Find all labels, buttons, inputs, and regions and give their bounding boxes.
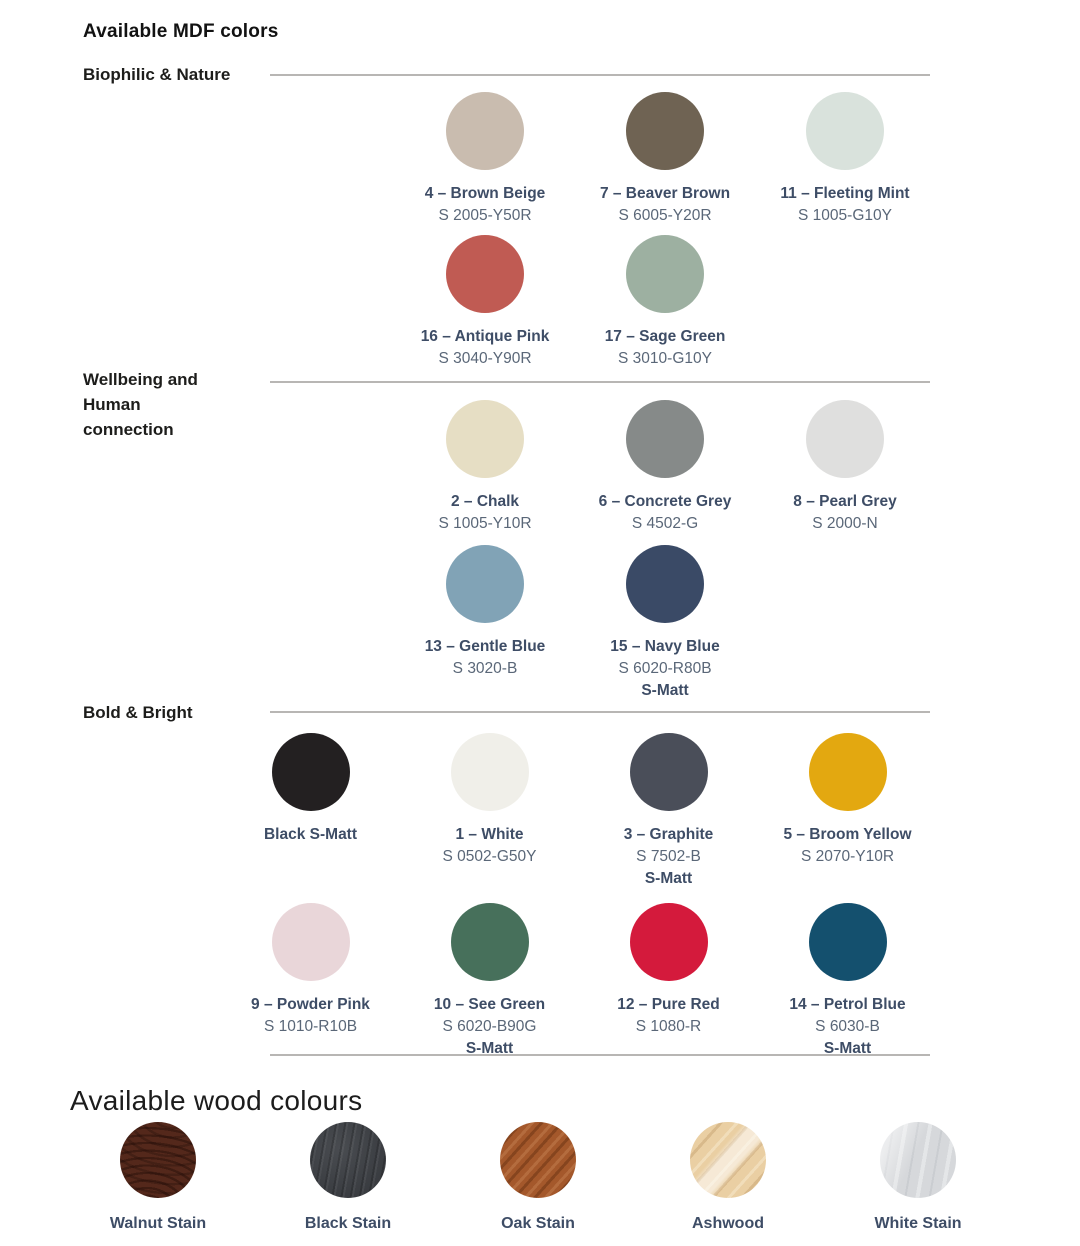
swatch-name: 16 – Antique Pink: [420, 328, 550, 345]
swatch-name: 5 – Broom Yellow: [783, 826, 912, 843]
swatch-name: 3 – Graphite: [623, 826, 714, 843]
swatch-name: 2 – Chalk: [450, 493, 520, 510]
swatch-name: 17 – Sage Green: [604, 328, 726, 345]
wood-swatch-circle: [310, 1122, 386, 1198]
wood-swatch: [443, 1122, 633, 1234]
swatch-name: 12 – Pure Red: [617, 996, 720, 1013]
swatch-circle: [630, 733, 708, 811]
color-swatch: [579, 903, 758, 1060]
section-heading-wellbeing: Wellbeing and Human connection: [83, 370, 198, 439]
wood-swatch-circle: [120, 1122, 196, 1198]
wood-swatch-name: Oak Stain: [501, 1215, 575, 1232]
wood-swatch-name: Walnut Stain: [109, 1215, 207, 1232]
wood-swatch-circle: [690, 1122, 766, 1198]
swatch-code: S 6030-B: [815, 1018, 880, 1035]
swatch-finish: S-Matt: [465, 1040, 514, 1057]
swatch-row: [395, 545, 755, 702]
swatch-circle: [626, 235, 704, 313]
color-swatch: [395, 400, 575, 535]
swatch-code: S 3040-Y90R: [438, 350, 532, 367]
swatch-circle: [272, 733, 350, 811]
swatch-circle: [446, 92, 524, 170]
wood-swatch: [633, 1122, 823, 1234]
swatch-code: S 2070-Y10R: [800, 848, 895, 865]
swatch-code: S 3020-B: [452, 660, 518, 677]
swatch-circle: [446, 235, 524, 313]
swatch-code: S 3010-G10Y: [618, 350, 712, 367]
swatch-code: S 2005-Y50R: [438, 207, 532, 224]
color-swatch: [755, 92, 935, 227]
swatch-name: 7 – Beaver Brown: [599, 185, 731, 202]
swatch-row: [221, 733, 937, 890]
swatch-name: 8 – Pearl Grey: [793, 493, 897, 510]
swatch-circle: [806, 92, 884, 170]
swatch-row: [395, 235, 755, 370]
wood-swatch-name: Ashwood: [692, 1215, 764, 1232]
divider-line: [270, 74, 930, 76]
swatch-row: [221, 903, 937, 1060]
swatch-circle: [806, 400, 884, 478]
swatch-row: [395, 92, 935, 227]
swatch-circle: [451, 733, 529, 811]
divider-line: [270, 711, 930, 713]
wood-swatch-row: [63, 1122, 1013, 1234]
swatch-code: S 1010-R10B: [263, 1018, 358, 1035]
color-swatch: [575, 400, 755, 535]
wood-swatch: [823, 1122, 1013, 1234]
color-swatch: [755, 400, 935, 535]
swatch-name: 13 – Gentle Blue: [424, 638, 546, 655]
color-swatch: [579, 733, 758, 890]
swatch-name: 6 – Concrete Grey: [598, 493, 732, 510]
swatch-code: S 6005-Y20R: [618, 207, 712, 224]
swatch-code: S 1005-Y10R: [438, 515, 532, 532]
color-swatch: [575, 92, 755, 227]
color-swatch: [758, 733, 937, 890]
color-swatch: [221, 903, 400, 1060]
wood-swatch: [63, 1122, 253, 1234]
swatch-circle: [626, 92, 704, 170]
divider-line: [270, 381, 930, 383]
swatch-circle: [272, 903, 350, 981]
swatch-circle: [626, 545, 704, 623]
color-swatch: [395, 235, 575, 370]
wood-swatch-circle: [880, 1122, 956, 1198]
wood-swatch-name: Black Stain: [304, 1215, 392, 1232]
section-heading-bold: Bold & Bright: [83, 703, 193, 722]
swatch-code: S 1080-R: [635, 1018, 702, 1035]
swatch-circle: [451, 903, 529, 981]
swatch-name: 14 – Petrol Blue: [789, 996, 906, 1013]
page-title: Available MDF colors: [83, 20, 279, 42]
swatch-finish: S-Matt: [823, 1040, 872, 1057]
color-swatch: [395, 545, 575, 702]
swatch-finish: S-Matt: [641, 682, 689, 699]
swatch-name: 9 – Powder Pink: [251, 996, 370, 1013]
color-swatch: [221, 733, 400, 890]
section-heading-biophilic: Biophilic & Nature: [83, 65, 231, 84]
swatch-name: 4 – Brown Beige: [424, 185, 546, 202]
swatch-circle: [626, 400, 704, 478]
color-swatch: [758, 903, 937, 1060]
color-swatch: [395, 92, 575, 227]
wood-section-title: Available wood colours: [70, 1085, 363, 1117]
swatch-circle: [630, 903, 708, 981]
swatch-code: S 4502-G: [631, 515, 699, 532]
swatch-row: [395, 400, 935, 535]
swatch-circle: [446, 400, 524, 478]
swatch-circle: [809, 733, 887, 811]
swatch-code: S 2000-N: [812, 515, 878, 532]
swatch-name: 11 – Fleeting Mint: [780, 185, 910, 202]
color-swatch: [575, 235, 755, 370]
wood-swatch-name: White Stain: [874, 1215, 962, 1232]
swatch-code: S 6020-R80B: [618, 660, 712, 677]
swatch-name: 1 – White: [455, 826, 524, 843]
swatch-code: S 0502-G50Y: [442, 848, 537, 865]
color-swatch: [400, 903, 579, 1060]
color-swatch: [400, 733, 579, 890]
swatch-name: 15 – Navy Blue: [610, 638, 720, 655]
swatch-finish: S-Matt: [644, 870, 693, 887]
swatch-code: S 7502-B: [636, 848, 701, 865]
swatch-name: Black S-Matt: [263, 826, 358, 843]
wood-swatch: [253, 1122, 443, 1234]
color-swatch: [575, 545, 755, 702]
swatch-circle: [809, 903, 887, 981]
swatch-circle: [446, 545, 524, 623]
swatch-name: 10 – See Green: [433, 996, 546, 1013]
swatch-code: S 1005-G10Y: [798, 207, 892, 224]
wood-swatch-circle: [500, 1122, 576, 1198]
swatch-code: S 6020-B90G: [442, 1018, 537, 1035]
divider-line: [270, 1054, 930, 1056]
